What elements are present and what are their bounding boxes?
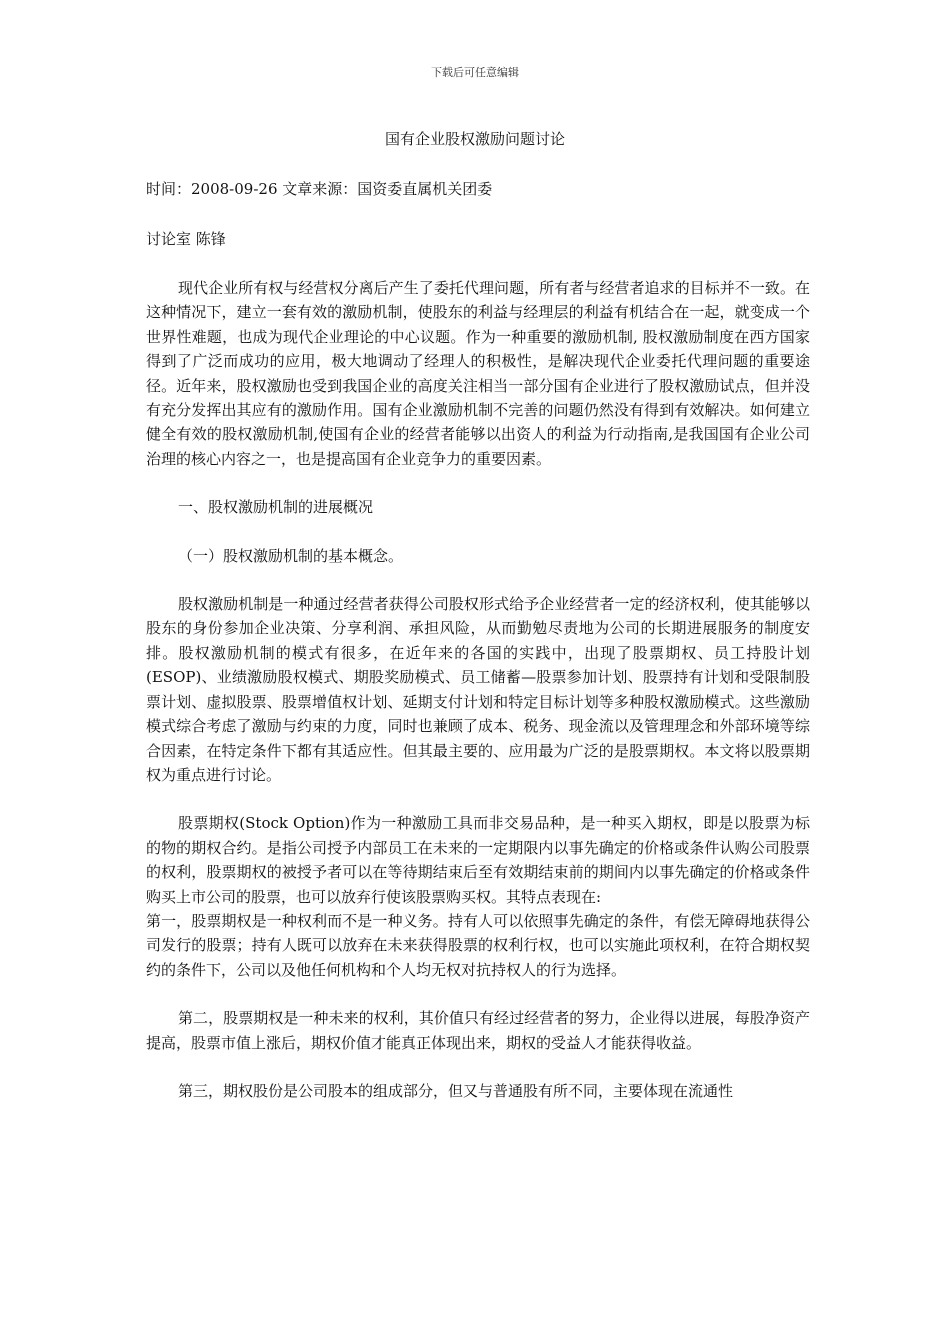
document-author: 讨论室 陈锋	[146, 230, 226, 248]
section-heading-1: 一、股权激励机制的进展概况	[178, 498, 374, 517]
document-meta: 时间：2008-09-26 文章来源：国资委直属机关团委	[146, 180, 493, 198]
paragraph-feature-3: 第三，期权股份是公司股本的组成部分，但又与普通股有所不同，主要体现在流通性	[178, 1081, 734, 1100]
paragraph-feature-2: 第二，股票期权是一种未来的权利，其价值只有经过经营者的努力，企业得以进展，每股净资产提高，股票市值上涨后，期权价值才能真正体现出来，期权的受益人才能获得收益。	[146, 1009, 810, 1052]
paragraph-concept: 股权激励机制是一种通过经营者获得公司股权形式给予企业经营者一定的经济权利，使其能够以股东的身份参加企业决策、分享利润、承担风险，从而勤勉尽责地为公司的长期进展服务的制度安排。股权激励机制的模式有很多，在近年来的各国的实践中，出现了股票期权、员工持股计划(ESOP)、业绩激励股权模式、期股奖励模式、员工储蓄—股票参加计划、股票持有计划和受限制股票计划、虚拟股票、股票增值权计划、延期支付计划和特定目标计划等多种股权激励模式。这些激励模式综合考虑了激励与约束的力度，同时也兼顾了成本、税务、现金流以及管理理念和外部环境等综合因素，在特定条件下都有其适应性。但其最主要的、应用最为广泛的是股票期权。本文将以股票期权为重点进行讨论。	[146, 595, 810, 784]
subsection-heading-1: （一）股权激励机制的基本概念。	[178, 546, 404, 565]
paragraph-feature-1: 第一，股票期权是一种权利而不是一种义务。持有人可以依照事先确定的条件，有偿无障碍地获得公司发行的股票；持有人既可以放弃在未来获得股票的权利行权，也可以实施此项权利，在符合期权契约的条件下，公司以及他任何机构和个人均无权对抗持权人的行为选择。	[146, 911, 810, 979]
page-header-note: 下载后可任意编辑	[431, 66, 519, 79]
paragraph-intro: 现代企业所有权与经营权分离后产生了委托代理问题，所有者与经营者追求的目标并不一致。在这种情况下，建立一套有效的激励机制，使股东的利益与经理层的利益有机结合在一起，就变成一个世界性难题，也成为现代企业理论的中心议题。作为一种重要的激励机制, 股权激励制度在西方国家得到了广泛而成功的应用，极大地调动了经理人的积极性，是解决现代企业委托代理问题的重要途径。近年来，股权激励也受到我国企业的高度关注相当一部分国有企业进行了股权激励试点，但并没有充分发挥出其应有的激励作用。国有企业激励机制不完善的问题仍然没有得到有效解决。如何建立健全有效的股权激励机制,使国有企业的经营者能够以出资人的利益为行动指南,是我国国有企业公司治理的核心内容之一，也是提高国有企业竞争力的重要因素。	[146, 279, 810, 468]
paragraph-stock-option: 股票期权(Stock Option)作为一种激励工具而非交易品种，是一种买入期权，即是以股票为标的物的期权合约。是指公司授予内部员工在未来的一定期限内以事先确定的价格或条件认购公司股票的权利，股票期权的被授予者可以在等待期结束后至有效期结束前的期间内以事先确定的价格或条件购买上市公司的股票，也可以放弃行使该股票购买权。其特点表现在:	[146, 814, 810, 906]
document-title: 国有企业股权激励问题讨论	[384, 130, 565, 148]
document-body	[146, 276, 810, 1103]
